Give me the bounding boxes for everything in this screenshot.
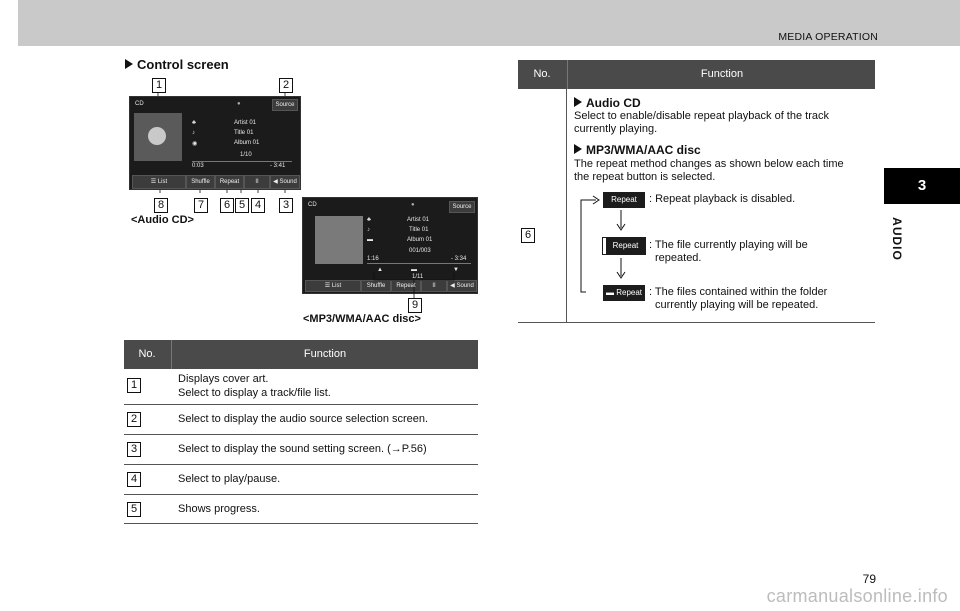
heading-text: Control screen bbox=[137, 57, 229, 72]
desc-line: Select to display a track/file list. bbox=[178, 386, 331, 399]
source-button[interactable]: Source bbox=[272, 99, 298, 111]
audio-cd-subheading bbox=[574, 96, 641, 110]
mp3-desc: The repeat method changes as shown below each time bbox=[574, 158, 844, 170]
audio-cd-desc: Select to enable/disable repeat playback of the track bbox=[574, 110, 829, 122]
callout-7: 7 bbox=[194, 198, 208, 213]
function-table-right bbox=[518, 60, 875, 323]
repeat-off-button[interactable]: Repeat bbox=[603, 192, 645, 208]
row-number: 2 bbox=[127, 412, 141, 427]
elapsed-time: 0:03 bbox=[192, 163, 204, 169]
column-divider bbox=[566, 89, 567, 322]
progress-bar bbox=[367, 263, 471, 264]
triangle-bullet-icon bbox=[574, 97, 582, 107]
folder-icon-2: ▬ bbox=[411, 267, 417, 273]
artist-icon: ♣ bbox=[192, 120, 196, 126]
track-title: Title 01 bbox=[409, 227, 429, 233]
disc-icon: ● bbox=[411, 202, 415, 208]
folder-down-icon[interactable]: ▼ bbox=[453, 267, 459, 273]
repeat-state-desc: currently playing will be repeated. bbox=[655, 299, 819, 311]
track-count: 001/003 bbox=[409, 248, 431, 254]
repeat-folder-button[interactable] bbox=[603, 285, 645, 301]
callout-9: 9 bbox=[408, 298, 422, 313]
folder-count: 1/11 bbox=[412, 274, 424, 280]
row-number: 6 bbox=[521, 228, 535, 243]
col-function-header: Function bbox=[171, 340, 478, 369]
album-icon: ◉ bbox=[192, 141, 198, 147]
list-button[interactable]: ☰ List bbox=[305, 280, 361, 292]
sound-button[interactable]: ◀ Sound bbox=[270, 175, 300, 189]
row-description: Shows progress. bbox=[178, 503, 260, 515]
shuffle-button[interactable]: Shuffle bbox=[186, 175, 215, 189]
elapsed-time: 1:16 bbox=[367, 256, 379, 262]
album-name: Album 01 bbox=[234, 140, 260, 146]
sound-label: Sound bbox=[279, 179, 297, 185]
screen-title: CD bbox=[308, 202, 317, 208]
album-name: Album 01 bbox=[407, 237, 433, 243]
watermark: carmanualsonline.info bbox=[766, 586, 948, 606]
artist-name: Artist 01 bbox=[234, 120, 257, 126]
play-pause-button[interactable]: II bbox=[421, 280, 447, 292]
progress-bar bbox=[192, 161, 292, 162]
table-row bbox=[124, 495, 478, 524]
repeat-state-desc: repeated. bbox=[655, 252, 702, 264]
audio-cd-heading-text: Audio CD bbox=[586, 96, 641, 110]
chapter-label-text: AUDIO bbox=[890, 217, 904, 261]
repeat-file-button[interactable]: Repeat bbox=[603, 238, 645, 254]
screen-title: CD bbox=[135, 101, 144, 107]
row-number: 4 bbox=[127, 472, 141, 487]
callout-4: 4 bbox=[251, 198, 265, 213]
row-description bbox=[178, 373, 331, 400]
play-pause-button[interactable]: II bbox=[244, 175, 270, 189]
table-row bbox=[124, 405, 478, 435]
folder-icon: ▬ bbox=[605, 288, 617, 297]
triangle-bullet-icon bbox=[125, 59, 133, 69]
sound-label: Sound bbox=[456, 283, 474, 289]
repeat-label: Repeat bbox=[616, 288, 643, 297]
repeat-button[interactable]: Repeat bbox=[391, 280, 421, 292]
col-function-header: Function bbox=[567, 60, 876, 89]
col-no-header: No. bbox=[533, 68, 551, 80]
callout-1: 1 bbox=[152, 78, 166, 93]
row-description: Select to play/pause. bbox=[178, 473, 281, 485]
mp3-desc: the repeat button is selected. bbox=[574, 171, 716, 183]
title-icon: ♪ bbox=[192, 130, 195, 136]
track-title: Title 01 bbox=[234, 130, 254, 136]
track-count: 1/10 bbox=[240, 152, 252, 158]
list-label: List bbox=[157, 179, 168, 185]
table-row bbox=[124, 369, 478, 405]
audio-cd-desc: currently playing. bbox=[574, 123, 658, 135]
shuffle-button[interactable]: Shuffle bbox=[361, 280, 391, 292]
repeat-button[interactable]: Repeat bbox=[215, 175, 244, 189]
col-no-header: No. bbox=[138, 348, 156, 360]
cd-disc-icon bbox=[148, 127, 166, 145]
mp3-heading-text: MP3/WMA/AAC disc bbox=[586, 143, 701, 157]
chapter-tab-number: 3 bbox=[884, 168, 960, 204]
caption-audio-cd: <Audio CD> bbox=[131, 214, 194, 226]
callout-6: 6 bbox=[220, 198, 234, 213]
row-description: Select to display the sound setting screen. (→P.56) bbox=[178, 443, 427, 455]
remaining-time: - 3:41 bbox=[270, 163, 286, 169]
table-row bbox=[124, 435, 478, 465]
repeat-state-desc: : The file currently playing will be bbox=[649, 239, 808, 251]
cover-art[interactable] bbox=[315, 216, 363, 264]
callout-3: 3 bbox=[279, 198, 293, 213]
artist-icon: ♣ bbox=[367, 217, 371, 223]
sound-button[interactable]: ◀ Sound bbox=[447, 280, 477, 292]
chapter-tab-label bbox=[884, 206, 908, 276]
table-header bbox=[124, 340, 478, 369]
cover-art[interactable] bbox=[134, 113, 182, 161]
row-number: 5 bbox=[127, 502, 141, 517]
row-number: 3 bbox=[127, 442, 141, 457]
artist-name: Artist 01 bbox=[407, 217, 430, 223]
folder-icon: ▬ bbox=[367, 237, 373, 243]
caption-mp3-disc: <MP3/WMA/AAC disc> bbox=[303, 313, 421, 325]
callout-5: 5 bbox=[235, 198, 249, 213]
audio-cd-screen bbox=[129, 96, 301, 190]
folder-up-icon[interactable]: ▲ bbox=[377, 267, 383, 273]
title-icon: ♪ bbox=[367, 227, 370, 233]
disc-icon: ● bbox=[237, 101, 241, 107]
source-button[interactable]: Source bbox=[449, 201, 475, 213]
triangle-bullet-icon bbox=[574, 144, 582, 154]
callout-9-bracket bbox=[370, 270, 460, 300]
list-label: List bbox=[331, 283, 342, 289]
repeat-state-desc: : Repeat playback is disabled. bbox=[649, 193, 796, 205]
section-name: MEDIA OPERATION bbox=[778, 31, 878, 43]
repeat-state-desc: : The files contained within the folder bbox=[649, 286, 828, 298]
remaining-time: - 3:34 bbox=[451, 256, 467, 262]
function-table-left bbox=[124, 340, 478, 524]
mp3-subheading bbox=[574, 143, 701, 157]
row-description: Select to display the audio source selection screen. bbox=[178, 413, 429, 425]
control-screen-heading bbox=[125, 57, 229, 72]
row-number: 1 bbox=[127, 378, 141, 393]
list-button[interactable]: ☰ List bbox=[132, 175, 186, 189]
callout-2: 2 bbox=[279, 78, 293, 93]
callout-8: 8 bbox=[154, 198, 168, 213]
table-row bbox=[124, 465, 478, 495]
desc-line: Displays cover art. bbox=[178, 373, 269, 385]
page-number: 79 bbox=[862, 572, 876, 586]
